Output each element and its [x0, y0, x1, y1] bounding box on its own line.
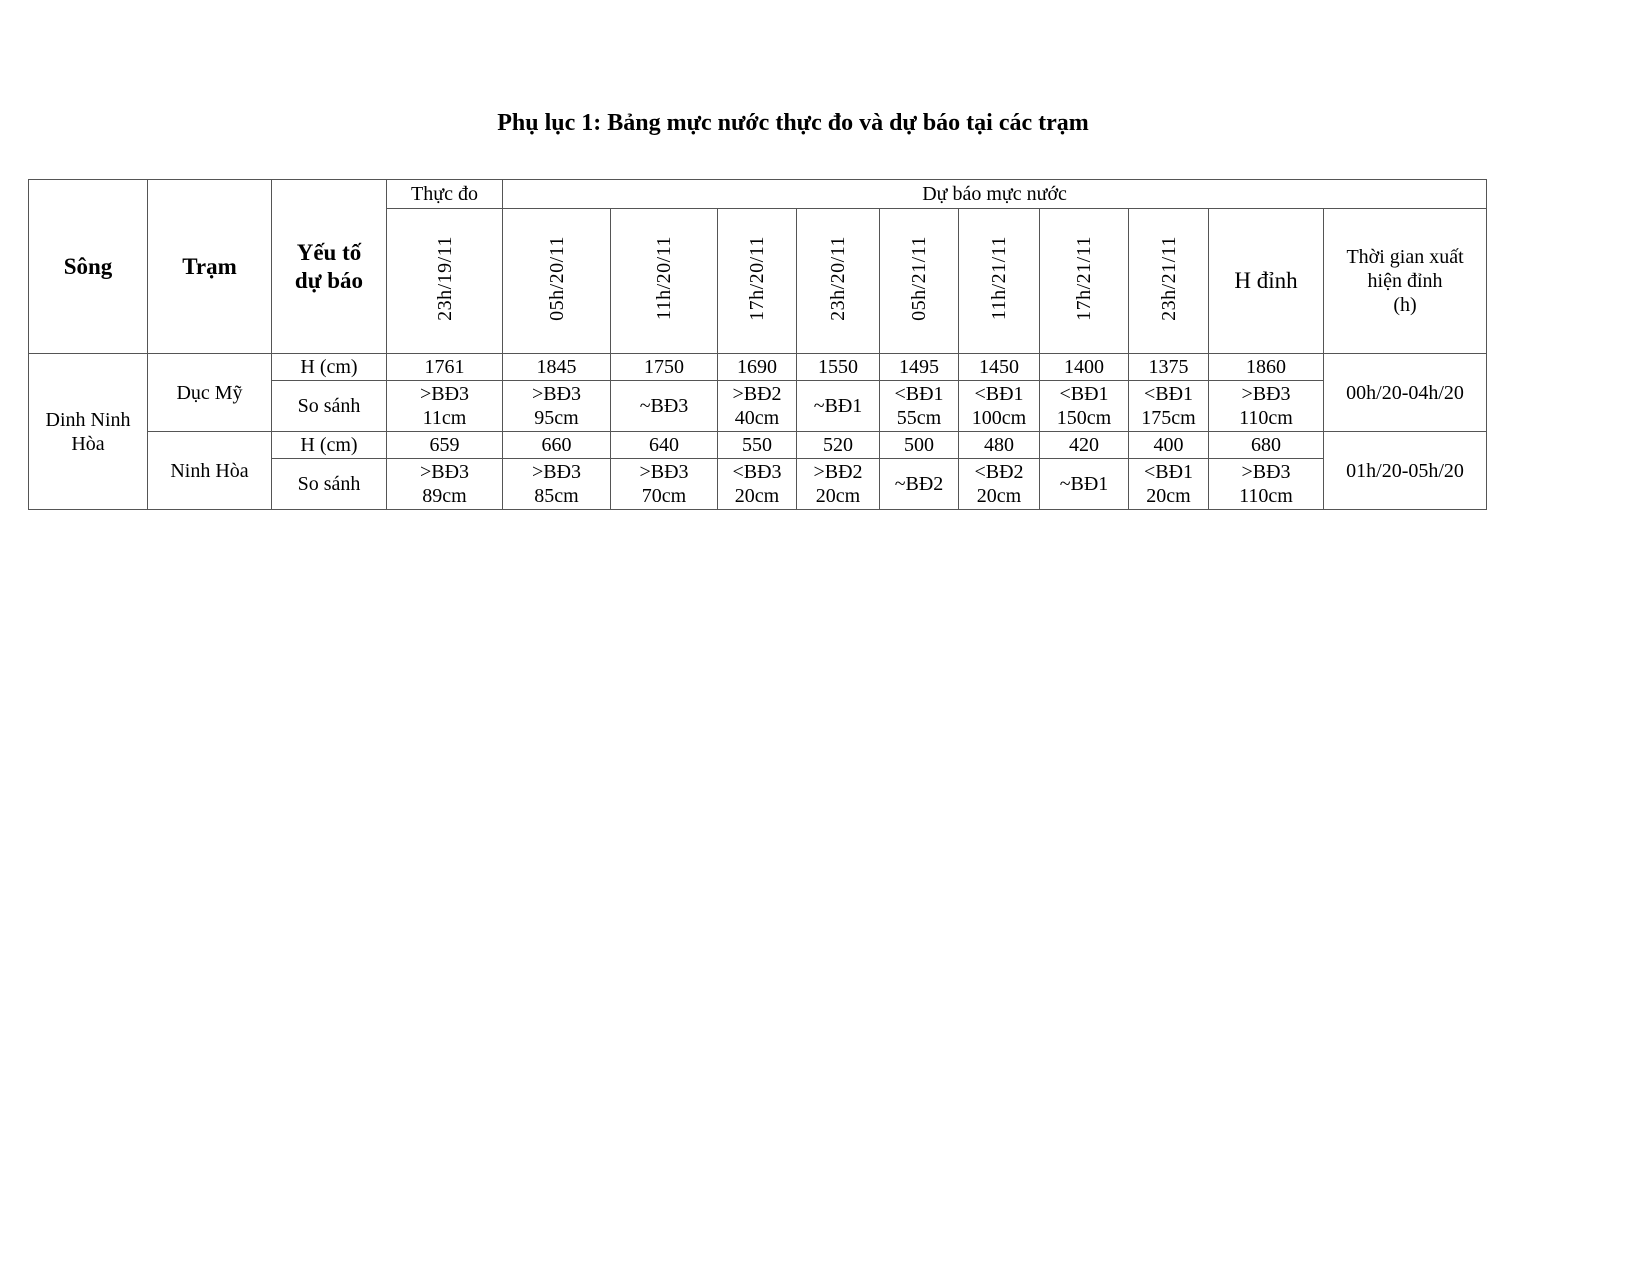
- table-row: [29, 432, 1487, 459]
- factor-label: H (cm): [272, 354, 387, 381]
- comparison-value: >BĐ2 20cm: [797, 459, 880, 510]
- factor-label: H (cm): [272, 432, 387, 459]
- date-header: 17h/20/11: [718, 209, 797, 354]
- header-song: Sông: [29, 180, 148, 354]
- date-header: 17h/21/11: [1040, 209, 1129, 354]
- peak-time: 01h/20-05h/20: [1324, 432, 1487, 510]
- comparison-value: <BĐ2 20cm: [959, 459, 1040, 510]
- header-thuc-do: Thực đo: [387, 180, 503, 209]
- comparison-value: ~BĐ3: [611, 381, 718, 432]
- comparison-value: <BĐ1 175cm: [1129, 381, 1209, 432]
- h-value: 550: [718, 432, 797, 459]
- h-value: 400: [1129, 432, 1209, 459]
- h-value: 420: [1040, 432, 1129, 459]
- header-thoi-gian: Thời gian xuất hiện đỉnh (h): [1324, 209, 1487, 354]
- h-value: 1375: [1129, 354, 1209, 381]
- header-h-dinh: H đỉnh: [1209, 209, 1324, 354]
- h-value: 1690: [718, 354, 797, 381]
- date-header: 23h/21/11: [1129, 209, 1209, 354]
- date-header: 23h/20/11: [797, 209, 880, 354]
- peak-time: 00h/20-04h/20: [1324, 354, 1487, 432]
- comparison-value: >BĐ3 70cm: [611, 459, 718, 510]
- comparison-value: <BĐ1 100cm: [959, 381, 1040, 432]
- comparison-value: ~BĐ1: [797, 381, 880, 432]
- comparison-peak-value: >BĐ3 110cm: [1209, 459, 1324, 510]
- h-value: 1450: [959, 354, 1040, 381]
- h-peak-value: 1860: [1209, 354, 1324, 381]
- h-value: 640: [611, 432, 718, 459]
- h-value: 1750: [611, 354, 718, 381]
- comparison-value: >BĐ2 40cm: [718, 381, 797, 432]
- header-yeu-to: Yếu tố dự báo: [272, 180, 387, 354]
- table-row: [29, 354, 1487, 381]
- h-value: 500: [880, 432, 959, 459]
- station-name: Dục Mỹ: [148, 354, 272, 432]
- river-name: Dinh Ninh Hòa: [29, 354, 148, 510]
- factor-label: So sánh: [272, 381, 387, 432]
- h-value: 1550: [797, 354, 880, 381]
- comparison-value: <BĐ3 20cm: [718, 459, 797, 510]
- comparison-value: ~BĐ2: [880, 459, 959, 510]
- date-header: 05h/20/11: [503, 209, 611, 354]
- header-tram: Trạm: [148, 180, 272, 354]
- h-value: 1845: [503, 354, 611, 381]
- comparison-value: ~BĐ1: [1040, 459, 1129, 510]
- header-du-bao: Dự báo mực nước: [503, 180, 1487, 209]
- comparison-value: >BĐ3 85cm: [503, 459, 611, 510]
- comparison-value: >BĐ3 11cm: [387, 381, 503, 432]
- comparison-peak-value: >BĐ3 110cm: [1209, 381, 1324, 432]
- water-level-table: [28, 179, 1487, 510]
- date-header: 23h/19/11: [387, 209, 503, 354]
- date-header: 11h/21/11: [959, 209, 1040, 354]
- station-name: Ninh Hòa: [148, 432, 272, 510]
- h-value: 1495: [880, 354, 959, 381]
- h-value: 1400: [1040, 354, 1129, 381]
- comparison-value: <BĐ1 150cm: [1040, 381, 1129, 432]
- factor-label: So sánh: [272, 459, 387, 510]
- date-header: 05h/21/11: [880, 209, 959, 354]
- comparison-value: <BĐ1 20cm: [1129, 459, 1209, 510]
- h-value: 480: [959, 432, 1040, 459]
- comparison-value: <BĐ1 55cm: [880, 381, 959, 432]
- h-value: 660: [503, 432, 611, 459]
- comparison-value: >BĐ3 95cm: [503, 381, 611, 432]
- page-title: Phụ lục 1: Bảng mực nước thực đo và dự báo tại các trạm: [497, 110, 1089, 136]
- comparison-value: >BĐ3 89cm: [387, 459, 503, 510]
- h-value: 659: [387, 432, 503, 459]
- date-header: 11h/20/11: [611, 209, 718, 354]
- h-value: 1761: [387, 354, 503, 381]
- h-peak-value: 680: [1209, 432, 1324, 459]
- h-value: 520: [797, 432, 880, 459]
